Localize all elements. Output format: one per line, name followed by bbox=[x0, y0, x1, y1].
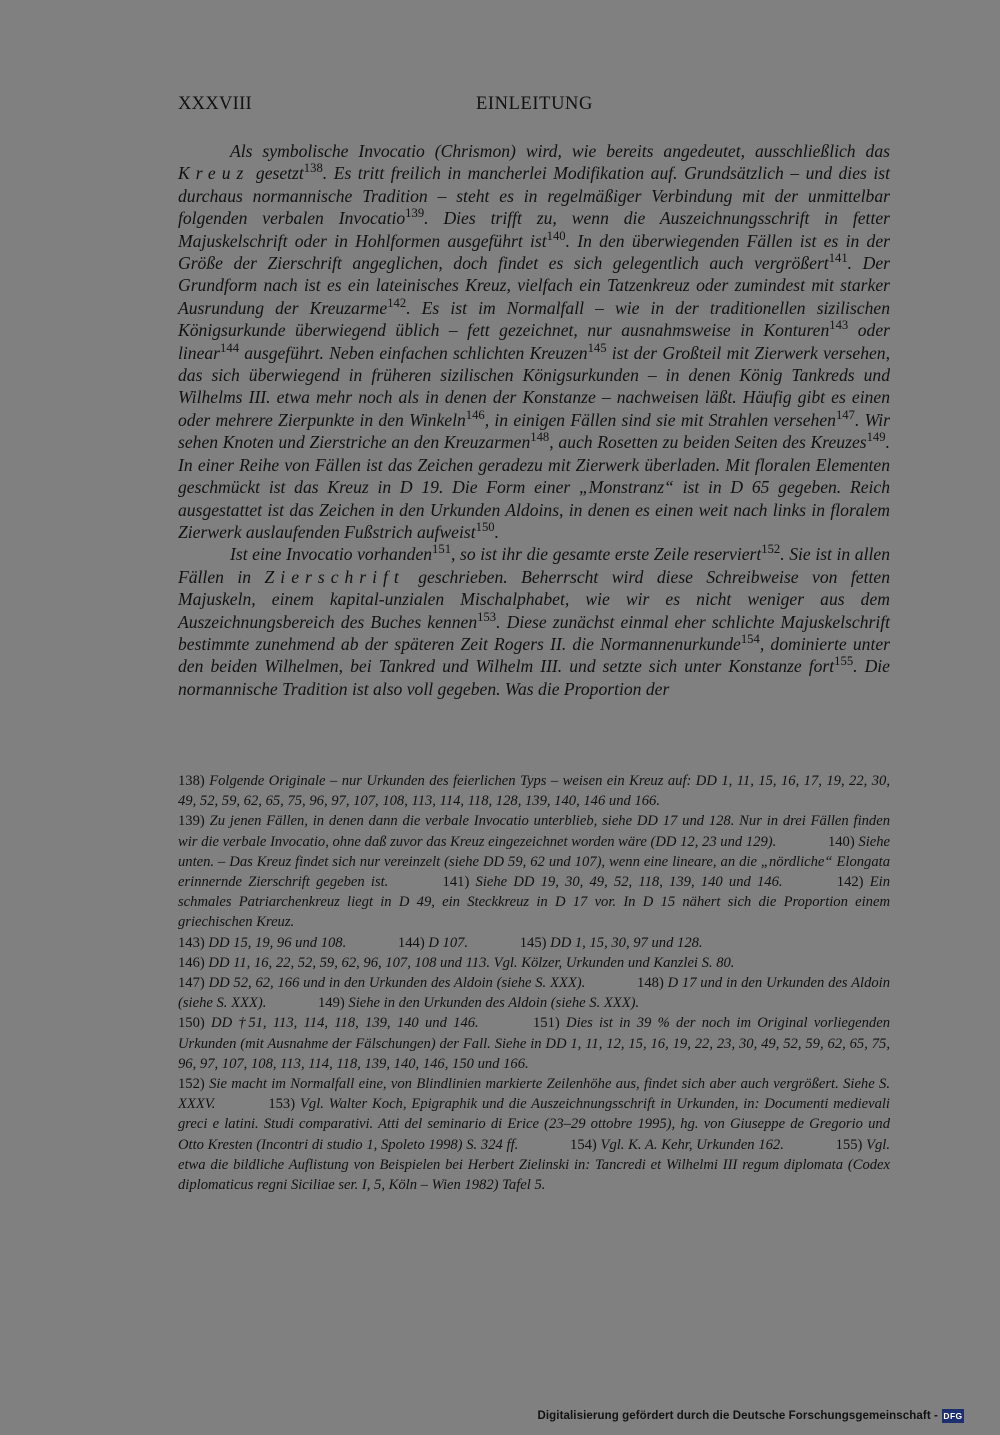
footnote-number: 153) bbox=[268, 1096, 296, 1113]
text-run: . Diese zunächst einmal eher schlichte Majuskelschrift bestimmte zunehmend ab der späteren Zeit Rogers II. die Normannenurkunde bbox=[178, 611, 891, 654]
footnote-ref: 144 bbox=[220, 340, 240, 355]
dfg-logo: DFG bbox=[943, 1411, 963, 1421]
footnote-ref: 141 bbox=[828, 251, 848, 266]
text-run: . Die normannische Tradition ist also voll gegeben. Was die Proportion der bbox=[178, 656, 890, 699]
text-run: gesetzt bbox=[249, 163, 304, 184]
footnote-text: Vgl. K. A. Kehr, Urkunden 162. bbox=[600, 1136, 784, 1153]
running-title: EINLEITUNG bbox=[476, 94, 593, 114]
text-run: , dominierte unter den beiden Wilhelmen, bei Tankred und Wilhelm III. und setzte sich unter Konstanze fort bbox=[178, 633, 890, 677]
footnote-139 bbox=[178, 813, 890, 849]
text-run: oder linear bbox=[178, 320, 890, 363]
footnote-ref: 143 bbox=[829, 318, 849, 333]
text-run: Ist eine Invocatio vorhanden bbox=[230, 544, 433, 565]
footnote-text: Vgl. etwa die bildliche Auflistung von Beispielen bei Herbert Zielinski in: Tancredi et Wilhelmi III regum diplomata (Codex diplomaticus regni Siciliae ser. I, 5, Köln – Wien 1982) Tafel 5. bbox=[178, 1136, 891, 1194]
footnote-text: Siehe DD 19, 30, 49, 52, 118, 139, 140 und 146. bbox=[475, 874, 783, 891]
footnote-text: DD †51, 113, 114, 118, 139, 140 und 146. bbox=[211, 1015, 479, 1032]
footnote-143 bbox=[178, 935, 346, 951]
footnote-number: 143) bbox=[178, 934, 205, 951]
footnote-text: Zu jenen Fällen, in denen dann die verbale Invocatio unterblieb, siehe DD 17 und 128. Nur in drei Fällen finden wir die verbale Invocatio, ohne daß zuvor das Kreuz eingezeichnet worden wäre (DD 12, 23 und 129). bbox=[178, 813, 890, 850]
text-run: geschrieben. Beherrscht wird diese Schreibweise von fetten Majuskeln, einem kapital-unzialen Mischalphabet, wie wir es nicht weniger aus dem Auszeichnungsbereich des Buches kennen bbox=[178, 566, 890, 632]
footnote-ref: 140 bbox=[546, 228, 566, 243]
text-run: . Dies trifft zu, wenn die Auszeichnungsschrift in fetter Majuskelschrift oder in Hohlformen ausgeführt ist bbox=[178, 208, 890, 251]
footnote-ref: 146 bbox=[465, 407, 485, 422]
footnote-150 bbox=[178, 1015, 479, 1031]
text-run: , so ist ihr die gesamte erste Zeile reserviert bbox=[451, 544, 762, 565]
footnote-block bbox=[178, 771, 890, 1195]
footnotes bbox=[178, 771, 890, 1195]
text-run: ausgeführt. Neben einfachen schlichten Kreuzen bbox=[239, 342, 588, 363]
footnote-ref: 152 bbox=[761, 542, 781, 557]
text-run: . Sie ist in allen Fällen in bbox=[178, 544, 890, 587]
page-header bbox=[178, 94, 890, 120]
footnote-144 bbox=[398, 935, 468, 951]
text-run: . In einer Reihe von Fällen ist das Zeichen geradezu mit Zierwerk überladen. Mit floralen Elementen geschmückt ist das Kreuz in D 19. Die Form einer „Monstranz“ ist in D 65 gegeben. Reich ausgestattet ist das Zeichen in den Urkunden Aldoins, in denen es einen weit nach links in floralem Zierwerk auslaufenden Fußstrich aufweist bbox=[178, 432, 890, 542]
text-run: . Es ist im Normalfall – wie in der traditionellen sizilischen Königsurkunde überwiegend üblich – fett gezeichnet, nur ausnahmsweise in Konturen bbox=[178, 297, 890, 341]
footnote-text: Ein schmales Patriarchenkreuz liegt in D 49, ein Steckkreuz in D 17 vor. In D 15 nähert sich die Proportion einem griechischen Kreuz. bbox=[178, 874, 891, 931]
text-run: . Der Grundform nach ist es ein lateinisches Kreuz, vielfach ein Tatzenkreuz oder zumindest mit starker Ausrundung der Kreuzarme bbox=[178, 253, 890, 318]
text-run: . Es tritt freilich in mancherlei Modifikation auf. Grundsätzlich – und dies ist durchaus normannische Tradition – steht es in regelmäßiger Verbindung mit der unmittelbar folgenden verbalen Invocatio bbox=[178, 163, 890, 229]
footnote-number: 142) bbox=[836, 874, 864, 891]
footnote-text: Vgl. Walter Koch, Epigraphik und die Auszeichnungsschrift in Urkunden, in: Documenti medievali greci e latini. Studi comparativi. Atti del seminario di Erice (23–29 ottobre 1995), hg. von Giuseppe de Gregorio und Otto Kresten (Incontri di studio 1, Spoleto 1998) S. 324 ff. bbox=[178, 1096, 890, 1153]
text-run: Als symbolische Invocatio (Chrismon) wird, wie bereits angedeutet, ausschließlich das bbox=[230, 141, 890, 161]
footnote-number: 152) bbox=[178, 1076, 205, 1093]
footnote-text: D 107. bbox=[428, 934, 469, 951]
footnote-ref: 145 bbox=[587, 340, 607, 355]
footnote-text: Sie macht im Normalfall eine, von Blindlinien markierte Zeilenhöhe aus, findet sich aber auch vergrößert. Siehe S. XXXV. bbox=[178, 1076, 890, 1113]
footnote-number: 141) bbox=[442, 874, 470, 891]
footnote-text: Siehe in den Urkunden des Aldoin (siehe S. XXX). bbox=[348, 995, 640, 1012]
footnote-ref: 142 bbox=[387, 295, 407, 310]
text-run: . In den überwiegenden Fällen ist es in der Größe der Zierschrift angeglichen, doch findet es sich gelegentlich auch vergrößert bbox=[178, 230, 890, 274]
text-run: , in einigen Fällen sind sie mit Strahlen versehen bbox=[484, 409, 836, 430]
footnote-number: 155) bbox=[835, 1136, 863, 1153]
footnote-number: 151) bbox=[532, 1015, 560, 1032]
page-number: XXXVIII bbox=[178, 94, 253, 114]
spaced-word: Kreuz bbox=[178, 163, 250, 184]
funding-credit-text: Digitalisierung gefördert durch die Deutsche Forschungsgemeinschaft - bbox=[537, 1410, 938, 1422]
footnote-number: 140) bbox=[827, 833, 855, 850]
footnote-146 bbox=[178, 955, 734, 971]
footnote-ref: 154 bbox=[740, 631, 760, 646]
footnote-text: Siehe unten. – Das Kreuz findet sich nur vereinzelt (siehe DD 59, 62 und 107), wenn eine lineare, an die „nördliche“ Elongata erinnernde Zierschrift gegeben ist. bbox=[178, 833, 890, 891]
text-run: , auch Rosetten zu beiden Seiten des Kreuzes bbox=[549, 432, 867, 453]
funding-credit bbox=[537, 1408, 964, 1424]
footnote-145 bbox=[520, 935, 703, 951]
footnote-text: Folgende Originale – nur Urkunden des feierlichen Typs – weisen ein Kreuz auf: DD 1, 11, 15, 16, 17, 19, 22, 30, 49, 52, 59, 62, 65, 75, 96, 97, 107, 108, 113, 114, 118, 128, 139, 140, 146 und 166. bbox=[178, 773, 890, 810]
footnote-number: 139) bbox=[178, 813, 205, 830]
text-run: ist der Großteil mit Zierwerk versehen, das sich überwiegend in früheren sizilischen Königsurkunden – in denen König Tankreds und Wilhelms III. etwa mehr noch als in denen der Konstanze – nachweisen läßt. Häufig gibt es einen oder mehrere Zierpunkte in den Winkeln bbox=[178, 342, 890, 430]
paragraph-1 bbox=[178, 140, 890, 543]
footnote-number: 146) bbox=[178, 954, 205, 971]
footnote-ref: 155 bbox=[834, 654, 854, 669]
footnote-text: DD 52, 62, 166 und in den Urkunden des Aldoin (siehe S. XXX). bbox=[208, 975, 586, 992]
footnote-ref: 148 bbox=[530, 430, 550, 445]
text-run: . bbox=[494, 521, 499, 542]
footnote-147 bbox=[178, 975, 585, 991]
footnote-text: DD 1, 15, 30, 97 und 128. bbox=[550, 934, 703, 951]
main-text bbox=[178, 140, 890, 700]
paragraph-2 bbox=[178, 543, 890, 700]
footnote-number: 145) bbox=[519, 934, 547, 951]
spaced-word: Zierschrift bbox=[264, 566, 405, 587]
footnote-ref: 147 bbox=[835, 407, 855, 422]
footnote-text: DD 15, 19, 96 und 108. bbox=[208, 934, 347, 951]
footnote-ref: 139 bbox=[405, 206, 425, 221]
footnote-ref: 151 bbox=[432, 542, 452, 557]
footnote-number: 138) bbox=[178, 773, 205, 789]
footnote-text: D 17 und in den Urkunden des Aldoin (siehe S. XXX). bbox=[178, 975, 891, 1012]
footnote-text: DD 11, 16, 22, 52, 59, 62, 96, 107, 108 und 113. Vgl. Kölzer, Urkunden und Kanzlei S. 80. bbox=[208, 954, 735, 971]
footnote-ref: 149 bbox=[866, 430, 886, 445]
footnote-ref: 153 bbox=[477, 609, 497, 624]
footnote-141 bbox=[443, 874, 783, 890]
footnote-ref: 150 bbox=[475, 519, 495, 534]
footnote-number: 148) bbox=[637, 975, 664, 992]
footnote-text: Dies ist in 39 % der noch im Original vorliegenden Urkunden (mit Ausnahme der Fälschungen) der Fall. Siehe in DD 1, 11, 12, 15, 16, 19, 22, 23, 30, 49, 52, 59, 62, 65, 75, 96, 97, 107, 108, 113, 114, 118, 139, 140, 146, 150 und 166. bbox=[178, 1015, 890, 1072]
footnote-number: 154) bbox=[570, 1136, 597, 1153]
footnote-number: 144) bbox=[397, 934, 425, 951]
footnote-number: 150) bbox=[178, 1015, 205, 1032]
text-run: . Wir sehen Knoten und Zierstriche an den Kreuzarmen bbox=[178, 409, 891, 453]
footnote-138 bbox=[178, 773, 890, 809]
footnote-number: 149) bbox=[318, 995, 345, 1012]
footnote-154 bbox=[570, 1137, 784, 1153]
footnote-ref: 138 bbox=[303, 161, 323, 176]
footnote-number: 147) bbox=[178, 975, 205, 992]
footnote-149 bbox=[318, 995, 639, 1011]
